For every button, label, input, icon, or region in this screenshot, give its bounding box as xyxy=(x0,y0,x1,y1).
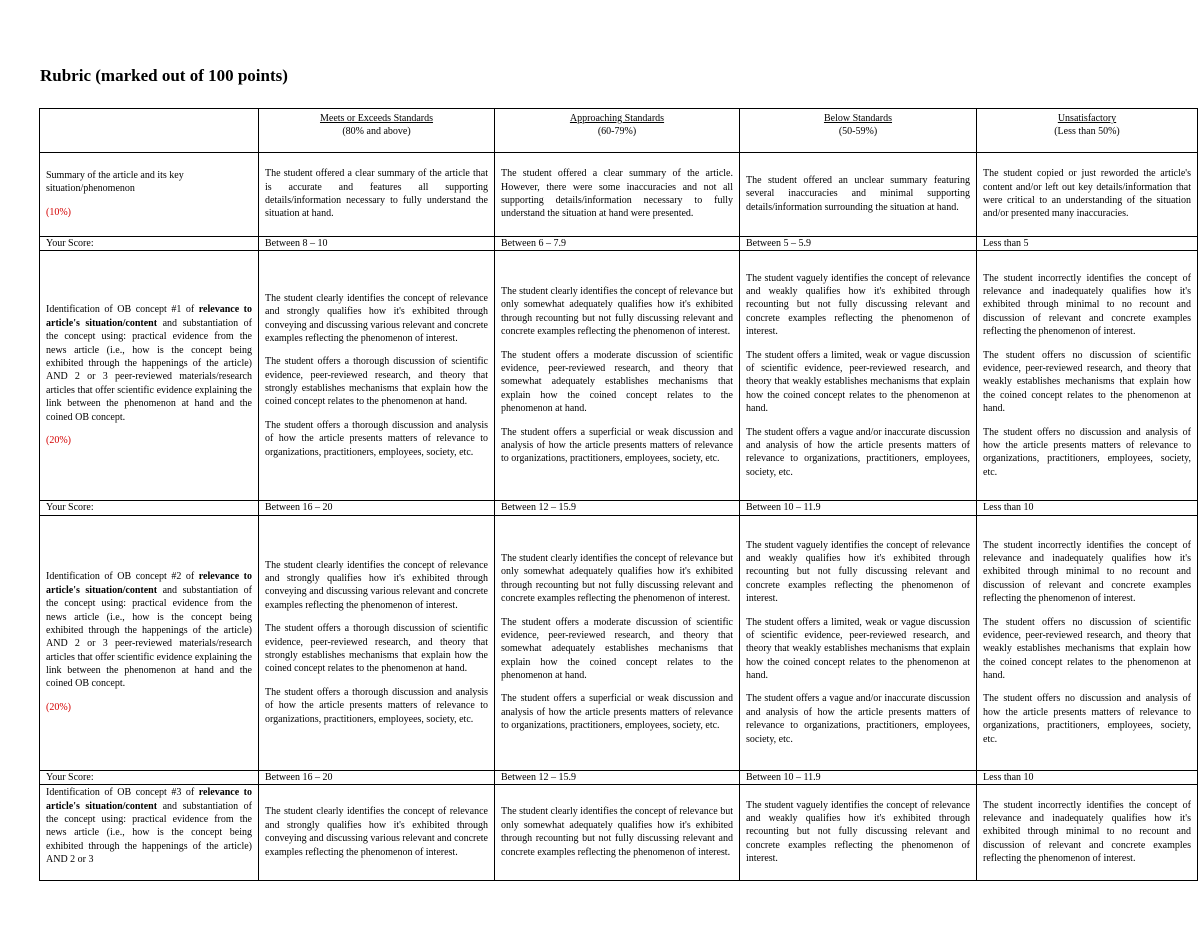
cell-paragraph: The student offers a thorough discussion of scientific evidence, peer-reviewed research, and theory that strongly establishes mechanisms that explain how the coined concept relates to the phenomenon at hand. xyxy=(265,356,488,408)
cell-paragraph: The student offers no discussion and analysis of how the article presents matters of relevance to organizations, practitioners, employees, society, etc. xyxy=(983,693,1191,745)
criterion-text: and substantiation of the concept using: practical evidence from the news article (i.e., how is the concept being exhibited through the happenings of the article) AND 2 or 3 peer-reviewed materials/research articles that offer scientific evidence explaining the link between the phenomenon at hand and the coined OB concept. xyxy=(46,584,252,690)
weight-label: (20%) xyxy=(46,434,71,446)
criterion-text: Identification of OB concept #3 of xyxy=(46,787,199,799)
score-range: Between 8 – 10 xyxy=(259,237,495,251)
cell-paragraph: The student offers a thorough discussion and analysis of how the article presents matters of relevance to organizations, practitioners, employees, society, etc. xyxy=(265,419,488,458)
cell-paragraph: The student offers a moderate discussion of scientific evidence, peer-reviewed research, and theory that somewhat adequately establishes mechanisms that explain how the coined concept relates to the phenomenon at hand. xyxy=(501,616,733,682)
score-range: Between 12 – 15.9 xyxy=(495,770,740,784)
cell-paragraph: The student clearly identifies the concept of relevance but only somewhat adequately qualifies how it's exhibited through recounting but not fully discussing relevant and concrete examples reflecting the phenomenon of interest. xyxy=(501,286,733,338)
weight-label: (10%) xyxy=(46,206,71,218)
cell-paragraph: The student offers no discussion of scientific evidence, peer-reviewed research, and theory that weakly establishes mechanisms that explain how the coined concept relates to the phenomenon at hand. xyxy=(983,616,1191,682)
weight-label: (20%) xyxy=(46,701,71,713)
cell-paragraph: The student offers a moderate discussion of scientific evidence, peer-reviewed research, and theory that somewhat adequately establishes mechanisms that explain how the coined concept relates to the phenomenon at hand. xyxy=(501,349,733,415)
criterion-text: Identification of OB concept #2 of xyxy=(46,571,199,583)
cell-paragraph: The student vaguely identifies the concept of relevance and weakly qualifies how it's exhibited through recounting but not fully discussing relevant and concrete examples reflecting the phenomenon of interest. xyxy=(746,272,970,338)
cell-paragraph: The student vaguely identifies the concept of relevance and weakly qualifies how it's exhibited through recounting but not fully discussing relevant and concrete examples reflecting the phenomenon of interest. xyxy=(746,539,970,605)
cell-paragraph: The student clearly identifies the concept of relevance but only somewhat adequately qualifies how it's exhibited through recounting but not fully discussing relevant and concrete examples reflecting the phenomenon of interest. xyxy=(501,552,733,605)
rubric-cell xyxy=(495,515,740,770)
concept-row xyxy=(40,515,1198,770)
score-label: Your Score: xyxy=(40,501,259,515)
score-range: Between 12 – 15.9 xyxy=(495,501,740,515)
concept-row xyxy=(40,251,1198,501)
score-range: Between 10 – 11.9 xyxy=(740,501,977,515)
rubric-cell xyxy=(977,515,1198,770)
criterion-emphasis: relevance to article's situation/content xyxy=(46,304,253,329)
level-label: Approaching Standards xyxy=(569,113,665,124)
criterion-cell xyxy=(40,515,259,770)
rubric-cell: The student offered a clear summary of the article that is accurate and features all supporting details/information necessary to fully understand the situation at hand. xyxy=(259,153,495,237)
criterion-emphasis: relevance to article's situation/content xyxy=(46,787,253,812)
header-criteria-cell xyxy=(40,109,259,153)
cell-paragraph: The student offers no discussion of scientific evidence, peer-reviewed research, and theory that weakly establishes mechanisms that explain how the coined concept relates to the phenomenon at hand. xyxy=(983,349,1191,415)
criterion-text: Identification of OB concept #1 of xyxy=(46,304,199,316)
rubric-cell: The student offered a clear summary of the article. However, there were some inaccuracies and not all supporting details/information necessary to fully understand the situation at hand were presented. xyxy=(495,153,740,237)
rubric-cell xyxy=(977,251,1198,501)
score-row xyxy=(40,770,1198,784)
header-below xyxy=(740,109,977,153)
score-range: Less than 10 xyxy=(977,770,1198,784)
criterion-text: and substantiation of the concept using: practical evidence from the news article (i.e., how is the concept being exhibited through the happenings of the article) AND 2 or 3 xyxy=(46,800,252,866)
criterion-cell xyxy=(40,251,259,501)
level-label: Meets or Exceeds Standards xyxy=(319,113,434,124)
cell-paragraph: The student incorrectly identifies the concept of relevance and inadequately qualifies how it's exhibited through minimal to no recount and discussion of relevant and concrete examples reflecting the phenomenon of interest. xyxy=(983,272,1191,338)
score-label: Your Score: xyxy=(40,770,259,784)
cell-paragraph: The student offers no discussion and analysis of how the article presents matters of relevance to organizations, practitioners, employees, society, etc. xyxy=(983,426,1191,478)
score-label: Your Score: xyxy=(40,237,259,251)
score-range: Less than 10 xyxy=(977,501,1198,515)
rubric-cell xyxy=(259,515,495,770)
level-range: (Less than 50%) xyxy=(1054,126,1120,138)
cell-paragraph: The student offers a limited, weak or vague discussion of scientific evidence, peer-reviewed research, and theory that weakly establishes mechanisms that explain how the coined concept relates to the phenomenon at hand. xyxy=(746,616,970,682)
score-range: Between 5 – 5.9 xyxy=(740,237,977,251)
score-row xyxy=(40,501,1198,515)
cell-paragraph: The student offers a superficial or weak discussion and analysis of how the article presents matters of relevance to organizations, practitioners, employees, society, etc. xyxy=(501,693,733,732)
level-range: (50-59%) xyxy=(838,126,878,138)
rubric-cell: The student clearly identifies the concept of relevance and strongly qualifies how it's exhibited through conveying and discussing various relevant and concrete examples reflecting the phenomenon of interest. xyxy=(259,785,495,881)
cell-paragraph: The student offers a thorough discussion and analysis of how the article presents matters of relevance to organizations, practitioners, employees, society, etc. xyxy=(265,686,488,725)
concept-row xyxy=(40,785,1198,881)
level-label: Unsatisfactory xyxy=(1057,113,1117,124)
header-approaching xyxy=(495,109,740,153)
rubric-cell xyxy=(740,515,977,770)
cell-paragraph: The student clearly identifies the concept of relevance and strongly qualifies how it's exhibited through conveying and discussing various relevant and concrete examples reflecting the phenomenon of interest. xyxy=(265,559,488,611)
page-title: Rubric (marked out of 100 points) xyxy=(40,66,288,85)
level-range: (80% and above) xyxy=(342,126,411,138)
rubric-cell xyxy=(740,251,977,501)
criterion-text: and substantiation of the concept using: practical evidence from the news article (i.e., how is the concept being exhibited through the happenings of the article) AND 2 or 3 peer-reviewed materials/research articles that offer scientific evidence explaining the link between the phenomenon at hand and the coined OB concept. xyxy=(46,317,252,423)
cell-paragraph: The student offers a limited, weak or vague discussion of scientific evidence, peer-reviewed research, and theory that weakly establishes mechanisms that explain how the coined concept relates to the phenomenon at hand. xyxy=(746,349,970,415)
criterion-cell xyxy=(40,153,259,237)
header-row xyxy=(40,109,1198,153)
rubric-cell: The student incorrectly identifies the concept of relevance and inadequately qualifies how it's exhibited through minimal to no recount and discussion of relevant and concrete examples reflecting the phenomenon of interest. xyxy=(977,785,1198,881)
rubric-cell: The student offered an unclear summary featuring several inaccuracies and minimal supporting details/information surrounding the situation at hand. xyxy=(740,153,977,237)
rubric-table xyxy=(39,108,1198,881)
criterion-cell xyxy=(40,785,259,881)
rubric-cell xyxy=(259,251,495,501)
cell-paragraph: The student offers a superficial or weak discussion and analysis of how the article presents matters of relevance to organizations, practitioners, employees, society, etc. xyxy=(501,426,733,465)
criterion-text: Summary of the article and its key situation/phenomenon xyxy=(46,169,184,195)
score-range: Between 6 – 7.9 xyxy=(495,237,740,251)
summary-row xyxy=(40,153,1198,237)
level-label: Below Standards xyxy=(823,113,893,124)
rubric-cell: The student vaguely identifies the concept of relevance and weakly qualifies how it's exhibited through recounting but not fully discussing relevant and concrete examples reflecting the phenomenon of interest. xyxy=(740,785,977,881)
criterion-emphasis: relevance to article's situation/content xyxy=(46,571,253,596)
cell-paragraph: The student offers a thorough discussion of scientific evidence, peer-reviewed research, and theory that strongly establishes mechanisms that explain how the coined concept relates to the phenomenon at hand. xyxy=(265,623,488,675)
cell-paragraph: The student clearly identifies the concept of relevance and strongly qualifies how it's exhibited through conveying and discussing various relevant and concrete examples reflecting the phenomenon of interest. xyxy=(265,292,488,344)
score-range: Between 16 – 20 xyxy=(259,770,495,784)
score-range: Less than 5 xyxy=(977,237,1198,251)
level-range: (60-79%) xyxy=(597,126,637,138)
cell-paragraph: The student offers a vague and/or inaccurate discussion and analysis of how the article presents matters of relevance to organizations, practitioners, employees, society, etc. xyxy=(746,693,970,745)
header-meets xyxy=(259,109,495,153)
cell-paragraph: The student incorrectly identifies the concept of relevance and inadequately qualifies how it's exhibited through minimal to no recount and discussion of relevant and concrete examples reflecting the phenomenon of interest. xyxy=(983,539,1191,605)
header-unsatisfactory xyxy=(977,109,1198,153)
score-range: Between 16 – 20 xyxy=(259,501,495,515)
rubric-cell xyxy=(495,251,740,501)
cell-paragraph: The student offers a vague and/or inaccurate discussion and analysis of how the article presents matters of relevance to organizations, practitioners, employees, society, etc. xyxy=(746,426,970,478)
score-range: Between 10 – 11.9 xyxy=(740,770,977,784)
score-row xyxy=(40,237,1198,251)
rubric-cell: The student clearly identifies the concept of relevance but only somewhat adequately qualifies how it's exhibited through recounting but not fully discussing relevant and concrete examples reflecting the phenomenon of interest. xyxy=(495,785,740,881)
rubric-cell: The student copied or just reworded the article's content and/or left out key details/information that were critical to an understanding of the situation and/or presented many inaccuracies. xyxy=(977,153,1198,237)
